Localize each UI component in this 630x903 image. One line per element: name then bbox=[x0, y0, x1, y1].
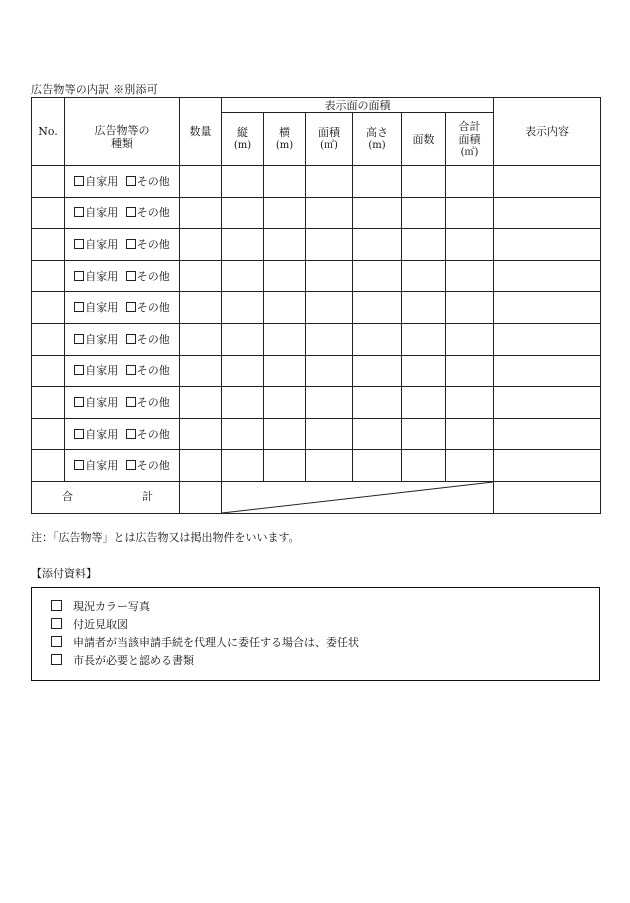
row-kind-cell bbox=[65, 166, 180, 198]
header-horizontal-label: 横 bbox=[279, 126, 290, 139]
row-vertical-cell[interactable] bbox=[222, 323, 264, 355]
attachments-box bbox=[31, 587, 600, 681]
row-faces-cell[interactable] bbox=[402, 355, 446, 387]
row-faces-cell[interactable] bbox=[402, 418, 446, 450]
row-total-area-cell[interactable] bbox=[446, 418, 494, 450]
own-use-checkbox[interactable] bbox=[74, 239, 84, 249]
row-faces-cell[interactable] bbox=[402, 387, 446, 419]
row-total-area-cell[interactable] bbox=[446, 355, 494, 387]
row-height-cell[interactable] bbox=[353, 197, 402, 229]
row-faces-cell[interactable] bbox=[402, 229, 446, 261]
header-vertical-label: 縦 bbox=[237, 126, 248, 139]
attachment-item bbox=[51, 616, 599, 634]
own-use-checkbox[interactable] bbox=[74, 429, 84, 439]
attachment-checkbox[interactable] bbox=[51, 600, 62, 611]
total-label-left: 合 bbox=[62, 489, 73, 503]
row-height-cell[interactable] bbox=[353, 166, 402, 198]
other-label: その他 bbox=[136, 364, 170, 378]
header-area-unit: (㎡) bbox=[320, 140, 338, 151]
table-row bbox=[32, 166, 601, 198]
row-vertical-cell[interactable] bbox=[222, 292, 264, 324]
attachment-label: 申請者が当該申請手続を代理人に委任する場合は、委任状 bbox=[73, 636, 359, 649]
row-area-cell[interactable] bbox=[306, 418, 353, 450]
row-height-cell[interactable] bbox=[353, 323, 402, 355]
row-area-cell[interactable] bbox=[306, 229, 353, 261]
row-kind-cell bbox=[65, 292, 180, 324]
header-vertical bbox=[222, 113, 264, 166]
other-label: その他 bbox=[136, 174, 170, 188]
row-kind-cell bbox=[65, 323, 180, 355]
row-kind-cell bbox=[65, 197, 180, 229]
row-total-area-cell[interactable] bbox=[446, 292, 494, 324]
other-checkbox[interactable] bbox=[126, 429, 136, 439]
row-no-cell[interactable] bbox=[32, 166, 65, 198]
row-area-cell[interactable] bbox=[306, 387, 353, 419]
table-row bbox=[32, 355, 601, 387]
row-quantity-cell[interactable] bbox=[180, 260, 222, 292]
row-horizontal-cell[interactable] bbox=[264, 292, 306, 324]
other-checkbox[interactable] bbox=[126, 207, 136, 217]
row-content-cell[interactable] bbox=[494, 166, 601, 198]
header-total-area-line-1: 合計 bbox=[458, 119, 481, 133]
own-use-checkbox[interactable] bbox=[74, 207, 84, 217]
row-vertical-cell[interactable] bbox=[222, 229, 264, 261]
other-checkbox[interactable] bbox=[126, 460, 136, 470]
row-total-area-cell[interactable] bbox=[446, 197, 494, 229]
row-vertical-cell[interactable] bbox=[222, 450, 264, 482]
attachments-list bbox=[32, 588, 599, 670]
own-use-checkbox[interactable] bbox=[74, 334, 84, 344]
attachment-label: 現況カラー写真 bbox=[73, 600, 150, 613]
other-checkbox[interactable] bbox=[126, 239, 136, 249]
table-body bbox=[32, 166, 601, 482]
attachments-heading: 【添付資料】 bbox=[31, 567, 97, 580]
other-checkbox[interactable] bbox=[126, 365, 136, 375]
row-horizontal-cell[interactable] bbox=[264, 355, 306, 387]
row-no-cell[interactable] bbox=[32, 418, 65, 450]
row-horizontal-cell[interactable] bbox=[264, 229, 306, 261]
other-label: その他 bbox=[136, 459, 170, 473]
other-label: その他 bbox=[136, 427, 170, 441]
row-quantity-cell[interactable] bbox=[180, 418, 222, 450]
row-no-cell[interactable] bbox=[32, 197, 65, 229]
table-row bbox=[32, 292, 601, 324]
header-horizontal bbox=[264, 113, 306, 166]
other-label: その他 bbox=[136, 332, 170, 346]
other-label: その他 bbox=[136, 395, 170, 409]
row-content-cell[interactable] bbox=[494, 323, 601, 355]
own-use-label: 自家用 bbox=[85, 427, 119, 441]
row-kind-cell bbox=[65, 355, 180, 387]
own-use-checkbox[interactable] bbox=[74, 271, 84, 281]
own-use-label: 自家用 bbox=[85, 174, 119, 188]
row-total-area-cell[interactable] bbox=[446, 166, 494, 198]
header-quantity: 数量 bbox=[180, 98, 222, 166]
own-use-checkbox[interactable] bbox=[74, 176, 84, 186]
other-checkbox[interactable] bbox=[126, 334, 136, 344]
own-use-checkbox[interactable] bbox=[74, 302, 84, 312]
other-checkbox[interactable] bbox=[126, 176, 136, 186]
table-row bbox=[32, 387, 601, 419]
table-row bbox=[32, 418, 601, 450]
row-total-area-cell[interactable] bbox=[446, 229, 494, 261]
header-vertical-unit: (m) bbox=[233, 140, 252, 151]
row-no-cell[interactable] bbox=[32, 387, 65, 419]
row-no-cell[interactable] bbox=[32, 229, 65, 261]
row-content-cell[interactable] bbox=[494, 229, 601, 261]
row-total-area-cell[interactable] bbox=[446, 323, 494, 355]
row-content-cell[interactable] bbox=[494, 418, 601, 450]
header-total-area bbox=[446, 113, 494, 166]
row-faces-cell[interactable] bbox=[402, 197, 446, 229]
own-use-checkbox[interactable] bbox=[74, 397, 84, 407]
row-no-cell[interactable] bbox=[32, 355, 65, 387]
attachment-checkbox[interactable] bbox=[51, 636, 62, 647]
row-content-cell[interactable] bbox=[494, 197, 601, 229]
row-area-cell[interactable] bbox=[306, 355, 353, 387]
own-use-label: 自家用 bbox=[85, 395, 119, 409]
row-vertical-cell[interactable] bbox=[222, 166, 264, 198]
header-kind bbox=[65, 98, 180, 166]
row-height-cell[interactable] bbox=[353, 387, 402, 419]
row-quantity-cell[interactable] bbox=[180, 323, 222, 355]
row-quantity-cell[interactable] bbox=[180, 292, 222, 324]
table-row bbox=[32, 197, 601, 229]
own-use-label: 自家用 bbox=[85, 269, 119, 283]
table-row bbox=[32, 229, 601, 261]
row-kind-cell bbox=[65, 387, 180, 419]
header-height-label: 高さ bbox=[366, 126, 388, 139]
attachment-item bbox=[51, 598, 599, 616]
row-height-cell[interactable] bbox=[353, 418, 402, 450]
row-faces-cell[interactable] bbox=[402, 450, 446, 482]
total-area-diagonal-cell bbox=[222, 481, 494, 513]
diagonal-line bbox=[222, 482, 493, 513]
header-display-content: 表示内容 bbox=[494, 98, 601, 166]
own-use-label: 自家用 bbox=[85, 206, 119, 220]
row-faces-cell[interactable] bbox=[402, 292, 446, 324]
row-total-area-cell[interactable] bbox=[446, 260, 494, 292]
row-area-cell[interactable] bbox=[306, 166, 353, 198]
row-faces-cell[interactable] bbox=[402, 323, 446, 355]
row-horizontal-cell[interactable] bbox=[264, 450, 306, 482]
header-faces: 面数 bbox=[402, 113, 446, 166]
own-use-label: 自家用 bbox=[85, 459, 119, 473]
row-content-cell[interactable] bbox=[494, 387, 601, 419]
row-area-cell[interactable] bbox=[306, 323, 353, 355]
header-area bbox=[306, 113, 353, 166]
row-horizontal-cell[interactable] bbox=[264, 166, 306, 198]
row-area-cell[interactable] bbox=[306, 292, 353, 324]
row-area-cell[interactable] bbox=[306, 450, 353, 482]
row-kind-cell bbox=[65, 418, 180, 450]
other-label: その他 bbox=[136, 237, 170, 251]
row-no-cell[interactable] bbox=[32, 323, 65, 355]
row-content-cell[interactable] bbox=[494, 260, 601, 292]
own-use-checkbox[interactable] bbox=[74, 460, 84, 470]
total-row bbox=[32, 481, 601, 513]
header-kind-line-2: 種類 bbox=[111, 136, 133, 150]
other-checkbox[interactable] bbox=[126, 271, 136, 281]
total-content-cell[interactable] bbox=[494, 481, 601, 513]
header-no: No. bbox=[32, 98, 65, 166]
row-faces-cell[interactable] bbox=[402, 166, 446, 198]
other-label: その他 bbox=[136, 269, 170, 283]
other-checkbox[interactable] bbox=[126, 302, 136, 312]
row-vertical-cell[interactable] bbox=[222, 355, 264, 387]
row-area-cell[interactable] bbox=[306, 260, 353, 292]
total-label-right: 計 bbox=[142, 489, 153, 503]
row-total-area-cell[interactable] bbox=[446, 450, 494, 482]
total-label bbox=[32, 481, 180, 513]
row-height-cell[interactable] bbox=[353, 260, 402, 292]
row-faces-cell[interactable] bbox=[402, 260, 446, 292]
own-use-label: 自家用 bbox=[85, 301, 119, 315]
row-quantity-cell[interactable] bbox=[180, 355, 222, 387]
row-content-cell[interactable] bbox=[494, 450, 601, 482]
attachment-checkbox[interactable] bbox=[51, 618, 62, 629]
advertisement-breakdown-table bbox=[31, 97, 601, 514]
attachment-checkbox[interactable] bbox=[51, 654, 62, 665]
row-vertical-cell[interactable] bbox=[222, 418, 264, 450]
row-quantity-cell[interactable] bbox=[180, 387, 222, 419]
header-area-label: 面積 bbox=[318, 126, 340, 139]
row-horizontal-cell[interactable] bbox=[264, 197, 306, 229]
header-total-area-unit: (㎡) bbox=[460, 146, 479, 158]
row-kind-cell bbox=[65, 450, 180, 482]
page-title: 広告物等の内訳 ※別添可 bbox=[31, 83, 158, 96]
row-no-cell[interactable] bbox=[32, 450, 65, 482]
attachment-item bbox=[51, 652, 599, 670]
table-row bbox=[32, 450, 601, 482]
row-kind-cell bbox=[65, 229, 180, 261]
row-horizontal-cell[interactable] bbox=[264, 387, 306, 419]
row-quantity-cell[interactable] bbox=[180, 450, 222, 482]
attachment-item bbox=[51, 634, 599, 652]
other-label: その他 bbox=[136, 206, 170, 220]
table-row bbox=[32, 323, 601, 355]
row-no-cell[interactable] bbox=[32, 260, 65, 292]
row-content-cell[interactable] bbox=[494, 355, 601, 387]
row-horizontal-cell[interactable] bbox=[264, 323, 306, 355]
row-vertical-cell[interactable] bbox=[222, 197, 264, 229]
row-height-cell[interactable] bbox=[353, 450, 402, 482]
row-content-cell[interactable] bbox=[494, 292, 601, 324]
row-quantity-cell[interactable] bbox=[180, 197, 222, 229]
row-height-cell[interactable] bbox=[353, 229, 402, 261]
header-horizontal-unit: (m) bbox=[275, 140, 294, 151]
footnote: 注：「広告物等」とは広告物又は掲出物件をいいます。 bbox=[31, 531, 300, 544]
own-use-label: 自家用 bbox=[85, 332, 119, 346]
header-height bbox=[353, 113, 402, 166]
header-kind-line-1: 広告物等の bbox=[94, 123, 150, 137]
row-horizontal-cell[interactable] bbox=[264, 260, 306, 292]
row-vertical-cell[interactable] bbox=[222, 387, 264, 419]
own-use-label: 自家用 bbox=[85, 364, 119, 378]
total-quantity-cell[interactable] bbox=[180, 481, 222, 513]
other-checkbox[interactable] bbox=[126, 397, 136, 407]
header-height-unit: (m) bbox=[368, 140, 386, 151]
row-total-area-cell[interactable] bbox=[446, 387, 494, 419]
row-kind-cell bbox=[65, 260, 180, 292]
row-vertical-cell[interactable] bbox=[222, 260, 264, 292]
own-use-checkbox[interactable] bbox=[74, 365, 84, 375]
header-display-area-group: 表示面の面積 bbox=[222, 98, 494, 113]
row-quantity-cell[interactable] bbox=[180, 229, 222, 261]
table-row bbox=[32, 260, 601, 292]
other-label: その他 bbox=[136, 301, 170, 315]
row-area-cell[interactable] bbox=[306, 197, 353, 229]
row-height-cell[interactable] bbox=[353, 355, 402, 387]
row-height-cell[interactable] bbox=[353, 292, 402, 324]
header-total-area-line-2: 面積 bbox=[458, 132, 481, 146]
row-horizontal-cell[interactable] bbox=[264, 418, 306, 450]
row-quantity-cell[interactable] bbox=[180, 166, 222, 198]
attachment-label: 市長が必要と認める書類 bbox=[73, 654, 194, 667]
row-no-cell[interactable] bbox=[32, 292, 65, 324]
own-use-label: 自家用 bbox=[85, 237, 119, 251]
attachment-label: 付近見取図 bbox=[73, 618, 128, 631]
